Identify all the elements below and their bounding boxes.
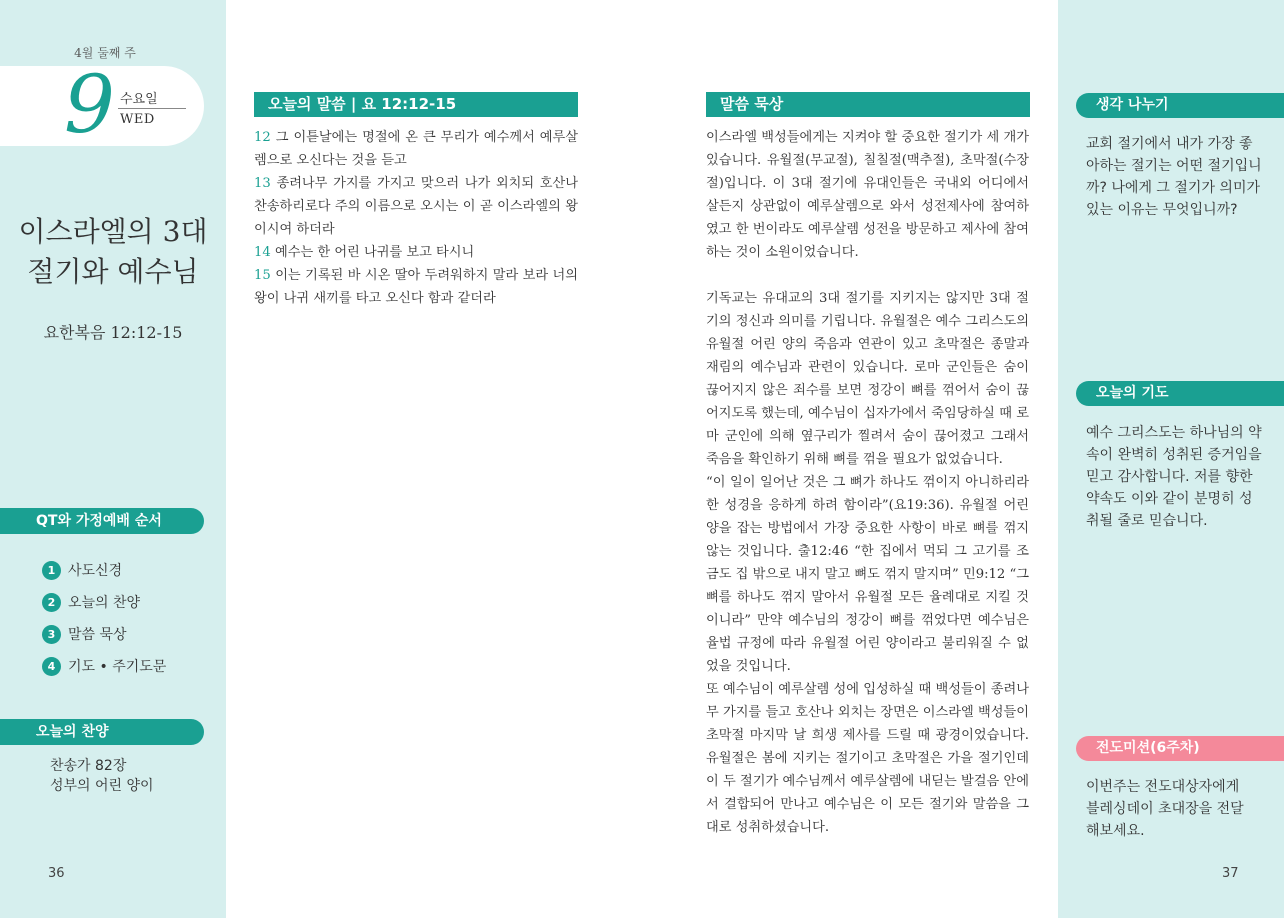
date-badge — [0, 58, 204, 151]
order-item — [42, 586, 166, 618]
number-badge: 2 — [42, 593, 61, 612]
prayer-text: 예수 그리스도는 하나님의 약속이 완벽히 성취된 증거임을 믿고 감사합니다. 저를 향한 약속도 이와 같이 분명히 성취될 줄로 믿습니다. — [1086, 425, 1262, 529]
verse-number: 13 — [254, 176, 271, 191]
right-sidebar — [1058, 0, 1284, 918]
number-badge: 3 — [42, 625, 61, 644]
scripture-reference: 요한복음 12:12-15 — [43, 323, 183, 342]
weekday-english: WED — [120, 112, 155, 127]
number-badge: 1 — [42, 561, 61, 580]
mission-text: 이번주는 전도대상자에게 블레싱데이 초대장을 전달해보세요. — [1086, 779, 1244, 839]
verse-number: 12 — [254, 130, 271, 145]
number-badge: 4 — [42, 657, 61, 676]
scripture-passage — [254, 126, 578, 310]
verse-number: 15 — [254, 268, 271, 283]
meditation-paragraph: 또 예수님이 예루살렘 성에 입성하실 때 백성들이 종려나무 가지를 들고 호산나 외치는 장면은 이스라엘 백성들이 초막절 마지막 날 희생 제사를 드릴 때 광경이었습니다. 유월절은 봄에 지키는 절기이고 초막절은 가을 절기인데 이 두 절기가 예수님께서 예루살렘에 내딛는 발걸음 안에서 결합되어 만나고 예수님은 이 모든 절기와 말씀을 그대로 성취하셨습니다. — [706, 682, 1029, 835]
hymn-number: 찬송가 82장 — [50, 758, 127, 774]
verse-text: 예수는 한 어린 나귀를 보고 타시니 — [270, 245, 475, 260]
share-text: 교회 절기에서 내가 가장 좋아하는 절기는 어떤 절기입니까? 나에게 그 절기가 의미가 있는 이유는 무엇입니까? — [1086, 136, 1262, 218]
order-heading: QT와 가정예배 순서 — [0, 508, 204, 534]
order-item-label: 기도 • 주기도문 — [68, 659, 167, 675]
page-title — [0, 212, 226, 292]
meditation-body — [706, 126, 1029, 839]
week-label: 4월 둘째 주 — [74, 46, 136, 60]
meditation-paragraph: “이 일이 일어난 것은 그 뼈가 하나도 꺾이지 아니하리라 한 성경을 응하게 하려 함이라”(요19:36). 유월절 어린 양을 잡는 방법에서 가장 중요한 사항이 바로 뼈를 꺾지 않는 것입니다. 출12:46 “한 집에서 먹되 그 고기를 조금도 집 밖으로 내지 말고 뼈도 꺾지 말지며” 민9:12 “그 뼈를 하나도 꺾지 말아서 유월절 모든 율례대로 지킬 것이니라” 만약 예수님의 정강이 뼈를 꺾었다면 예수님은 율법 규정에 따라 유월절 어린 양이라고 불리워질 수 없었을 것입니다. — [706, 475, 1029, 674]
verse-text: 그 이튿날에는 명절에 온 큰 무리가 예수께서 예루살렘으로 오신다는 것을 듣고 — [254, 130, 578, 168]
order-item — [42, 618, 166, 650]
hymn-heading: 오늘의 찬양 — [0, 719, 204, 745]
order-item-label: 오늘의 찬양 — [68, 595, 141, 611]
order-list — [42, 554, 166, 682]
meditation-heading: 말씀 묵상 — [706, 92, 1030, 117]
meditation-paragraph: 기독교는 유대교의 3대 절기를 지키지는 않지만 3대 절기의 정신과 의미를 기립니다. 유월절은 예수 그리스도의 유월절 어린 양의 죽음과 연관이 있고 초막절은 종말과 재림의 예수님과 관련이 있습니다. 로마 군인들은 숨이 끊어지지 않은 죄수를 보면 정강이 뼈를 꺾어서 숨이 끊어지도록 했는데, 예수님이 십자가에서 죽임당하실 때 로마 군인에 의해 옆구리가 찔려서 숨이 끊어졌고 그래서 죽음을 확인하기 위해 뼈를 꺾을 필요가 없었습니다. — [706, 291, 1029, 467]
order-item-label: 말씀 묵상 — [68, 627, 127, 643]
prayer-heading: 오늘의 기도 — [1076, 381, 1284, 406]
hymn-title: 성부의 어린 양이 — [50, 778, 154, 794]
mission-heading: 전도미션(6주차) — [1076, 736, 1284, 761]
page-number-right: 37 — [1222, 866, 1239, 881]
page-number-left: 36 — [48, 866, 65, 881]
order-item — [42, 554, 166, 586]
meditation-paragraph: 이스라엘 백성들에게는 지켜야 할 중요한 절기가 세 개가 있습니다. 유월절(무교절), 칠칠절(맥추절), 초막절(수장절)입니다. 이 3대 절기에 유대인들은 국내외 어디에서 살든지 상관없이 예루살렘으로 와서 성전제사에 참여하였고 한 번이라도 예루살렘 성전을 방문하고 제사에 참여하는 것이 소원이었습니다. — [706, 130, 1029, 260]
weekday-divider — [118, 108, 186, 109]
hymn-info — [50, 756, 154, 796]
weekday-korean: 수요일 — [120, 92, 158, 107]
order-item-label: 사도신경 — [68, 563, 123, 579]
order-item — [42, 650, 166, 682]
word-heading: 오늘의 말씀 | 요 12:12-15 — [254, 92, 578, 117]
verse-text: 이는 기록된 바 시온 딸아 두려워하지 말라 보라 너의 왕이 나귀 새끼를 타고 오신다 함과 같더라 — [254, 268, 578, 306]
verse-text: 종려나무 가지를 가지고 맞으러 나가 외치되 호산나 찬송하리로다 주의 이름으로 오시는 이 곧 이스라엘의 왕이시여 하더라 — [254, 176, 578, 237]
left-sidebar — [0, 0, 226, 918]
verse-number: 14 — [254, 245, 271, 260]
title-line-2: 절기와 예수님 — [27, 255, 199, 288]
day-number: 9 — [64, 58, 115, 151]
title-line-1: 이스라엘의 3대 — [18, 215, 208, 248]
share-heading: 생각 나누기 — [1076, 93, 1284, 118]
